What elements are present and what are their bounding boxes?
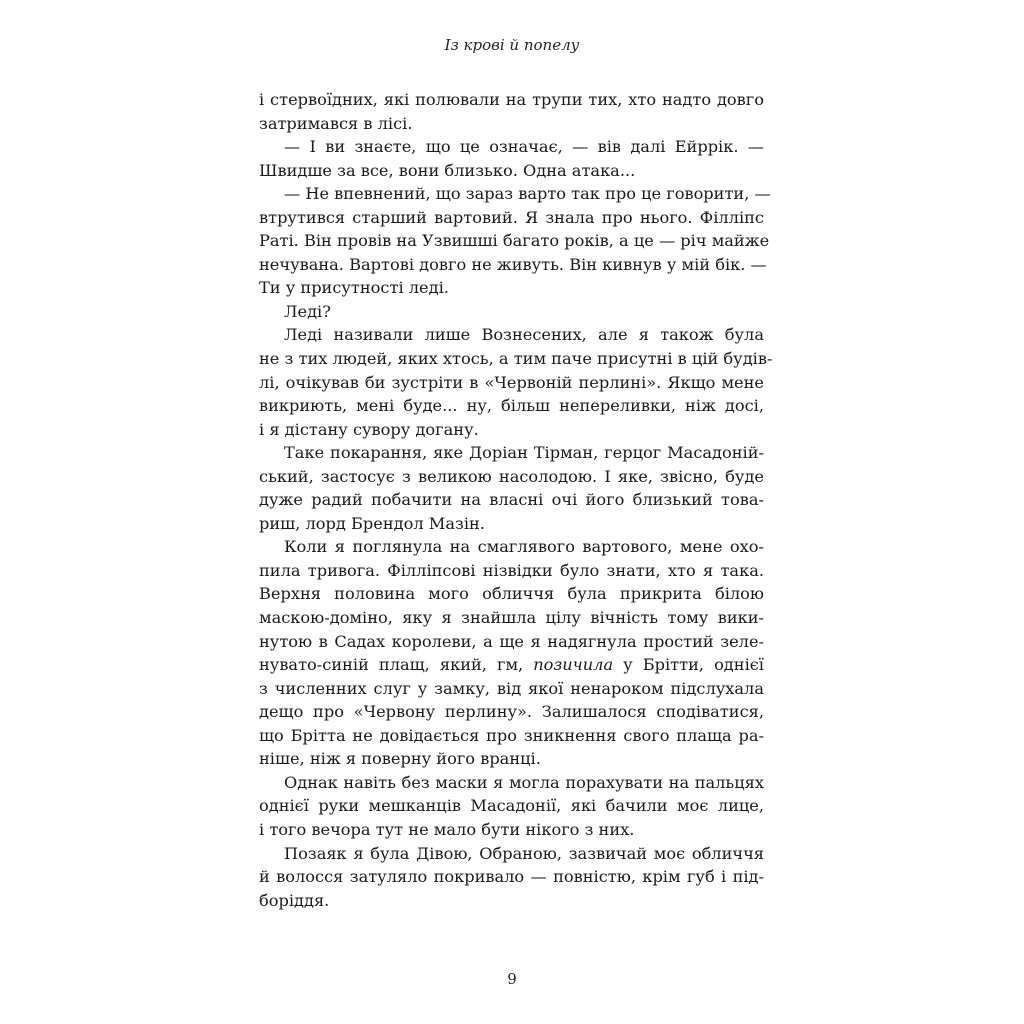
text-line: однієї руки мешканців Масадонії, які бачили моє лице, <box>259 796 764 816</box>
text-line: що Брітта не довідається про зникнення свого плаща ра- <box>259 725 764 745</box>
text-line: маскою-доміно, яку я знайшла цілу вічність тому вики- <box>259 608 764 628</box>
text-line: і я дістану сувору догану. <box>259 419 479 439</box>
text-line: пила тривога. Філліпсові нізвідки було знати, хто я така. <box>259 560 764 580</box>
text-line: боріддя. <box>259 890 330 910</box>
text-line: Однак навіть без маски я могла порахувати на пальцях <box>284 772 764 792</box>
text-line: Позаяк я була Дівою, Обраною, зазвичай моє обличчя <box>284 843 764 863</box>
text-line: Раті. Він провів на Узвишші багато років, а це — річ майже <box>259 231 770 251</box>
text-line: — Не впевнений, що зараз варто так про це говорити, — <box>284 184 771 204</box>
text-line: не з тих людей, яких хтось, а тим паче присутні в цій будів- <box>259 349 773 369</box>
italic-emphasis: позичила <box>533 655 614 675</box>
text-line: дещо про «Червону перлину». Залишалося сподіватися, <box>259 702 764 722</box>
text-line: Таке покарання, яке Доріан Тірман, герцог Масадоній- <box>284 443 764 463</box>
body-text <box>259 88 773 912</box>
text-line: нутою в Садах королеви, а ще я надягнула простий зеле- <box>259 631 764 651</box>
text-line: втрутився старший вартовий. Я знала про нього. Філліпс <box>259 207 764 227</box>
text-line: Коли я поглянула на смаглявого вартового, мене охо- <box>284 537 764 557</box>
text-line: Ти у присутності леді. <box>259 278 449 298</box>
text-line: затримався в лісі. <box>259 113 413 133</box>
text-line: — І ви знаєте, що це означає, — вів далі Ейррік. — <box>284 137 764 157</box>
text-line: Леді? <box>284 301 331 321</box>
text-line: Верхня половина мого обличчя була прикрита білою <box>259 584 764 604</box>
text-line: Швидше за все, вони близько. Одна атака... <box>259 160 636 180</box>
running-head: Із крові й попелу <box>444 36 580 54</box>
text-line: і стервоїдних, які полювали на трупи тих, хто надто довго <box>259 90 764 109</box>
text-line: викриють, мені буде... ну, більш непереливки, ніж досі, <box>259 396 764 416</box>
text-line: дуже радий побачити на власні очі його близький това- <box>259 490 764 510</box>
text-line: риш, лорд Брендол Мазін. <box>259 513 485 533</box>
text-line: Леді називали лише Вознесених, але я також була <box>284 325 764 345</box>
text-line: й волосся затуляло покривало — повністю, крім губ і під- <box>259 867 764 887</box>
text-line: лі, очікував би зустріти в «Червоній перлині». Якщо мене <box>259 372 764 392</box>
text-line: з численних слуг у замку, від якої ненароком підслухала <box>259 678 764 698</box>
text-line: і того вечора тут не мало бути нікого з них. <box>259 819 635 839</box>
text-line: нувато-синій плащ, який, гм, позичила у Брітти, однієї <box>259 655 764 675</box>
text-line: ський, застосує з великою насолодою. І яке, звісно, буде <box>259 466 764 486</box>
text-line: ніше, ніж я поверну його вранці. <box>259 749 541 769</box>
page-number: 9 <box>507 970 517 988</box>
text-line: нечувана. Вартові довго не живуть. Він кивнув у мій бік. — <box>259 254 767 274</box>
